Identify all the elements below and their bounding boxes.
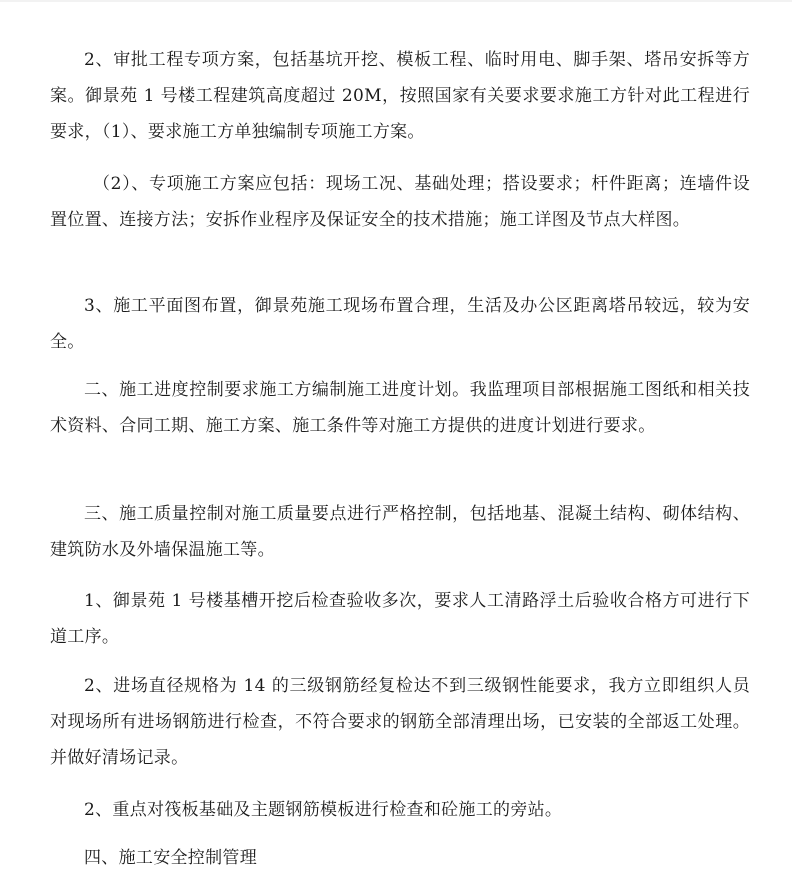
paragraph-special-plan-contents: （2）、专项施工方案应包括：现场工况、基础处理；搭设要求；杆件距离；连墙件设置位置、连接方法；安拆作业程序及保证安全的技术措施；施工详图及节点大样图。 xyxy=(50,174,750,230)
paragraph-site-layout: 3、施工平面图布置，御景苑施工现场布置合理，生活及办公区距离塔吊较远，较为安全。 xyxy=(50,296,750,352)
paragraph-rebar-recheck: 2、进场直径规格为 14 的三级钢筋经复检达不到三级钢性能要求，我方立即组织人员对现场所有进场钢筋进行检查，不符合要求的钢筋全部清理出场，已安装的全部返工处理。并做好清场记录。 xyxy=(50,676,750,768)
paragraph-schedule-control: 二、施工进度控制要求施工方编制施工进度计划。我监理项目部根据施工图纸和相关技术资料、合同工期、施工方案、施工条件等对施工方提供的进度计划进行要求。 xyxy=(50,380,750,436)
top-divider xyxy=(0,0,792,2)
paragraph-foundation-inspection: 1、御景苑 1 号楼基槽开挖后检查验收多次，要求人工清路浮土后验收合格方可进行下道工序。 xyxy=(50,591,750,647)
section-heading-safety: 四、施工安全控制管理 xyxy=(84,848,257,868)
paragraph-quality-control: 三、施工质量控制对施工质量要点进行严格控制，包括地基、混凝土结构、砌体结构、建筑防水及外墙保温施工等。 xyxy=(50,504,750,560)
paragraph-raft-inspection: 2、重点对筏板基础及主题钢筋模板进行检查和砼施工的旁站。 xyxy=(84,800,563,820)
paragraph-special-plan-approval: 2、审批工程专项方案，包括基坑开挖、模板工程、临时用电、脚手架、塔吊安拆等方案。御景苑 1 号楼工程建筑高度超过 20M，按照国家有关要求要求施工方针对此工程进行要求，（1）、要求施工方单独编制专项施工方案。 xyxy=(50,50,750,142)
